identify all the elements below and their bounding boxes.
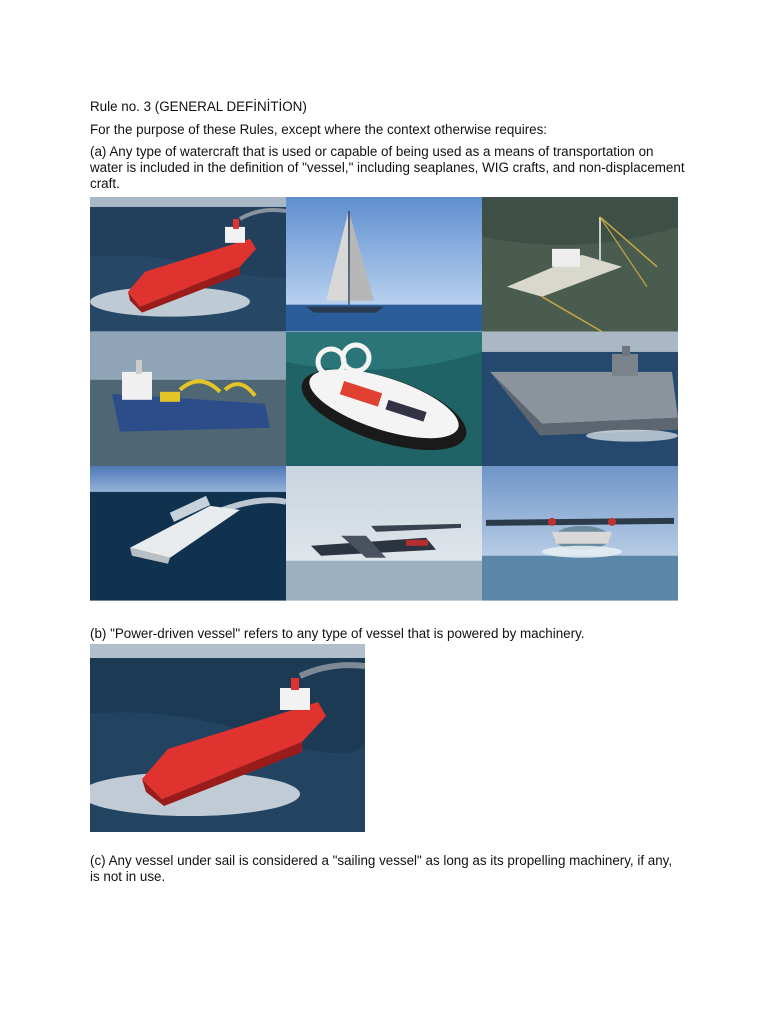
photo-oil-tanker <box>90 197 286 332</box>
photo-fishing-trawler <box>482 197 678 332</box>
photo-sailboat <box>286 197 482 332</box>
photo-aircraft-carrier <box>482 332 678 467</box>
photo-work-vessel <box>90 332 286 467</box>
photo-seaplane <box>482 466 678 601</box>
paragraph-c: (c) Any vessel under sail is considered a "sailing vessel" as long as its propelling machinery, if any, is not in use. <box>90 853 673 884</box>
photo-power-driven-tanker <box>90 644 365 832</box>
rule-title: Rule no. 3 (GENERAL DEFİNİTİON) <box>90 99 307 114</box>
photo-hovercraft <box>286 332 482 467</box>
vessel-photo-grid <box>90 197 678 601</box>
paragraph-a: (a) Any type of watercraft that is used or capable of being used as a means of transportation on water is included in the definition of "vessel," including seaplanes, WIG crafts, and non-displacement craft. <box>90 144 685 191</box>
intro-paragraph: For the purpose of these Rules, except where the context otherwise requires: <box>90 122 548 137</box>
paragraph-b: (b) "Power-driven vessel" refers to any type of vessel that is powered by machinery. <box>90 626 585 641</box>
photo-wig-craft <box>286 466 482 601</box>
photo-catamaran-ferry <box>90 466 286 601</box>
